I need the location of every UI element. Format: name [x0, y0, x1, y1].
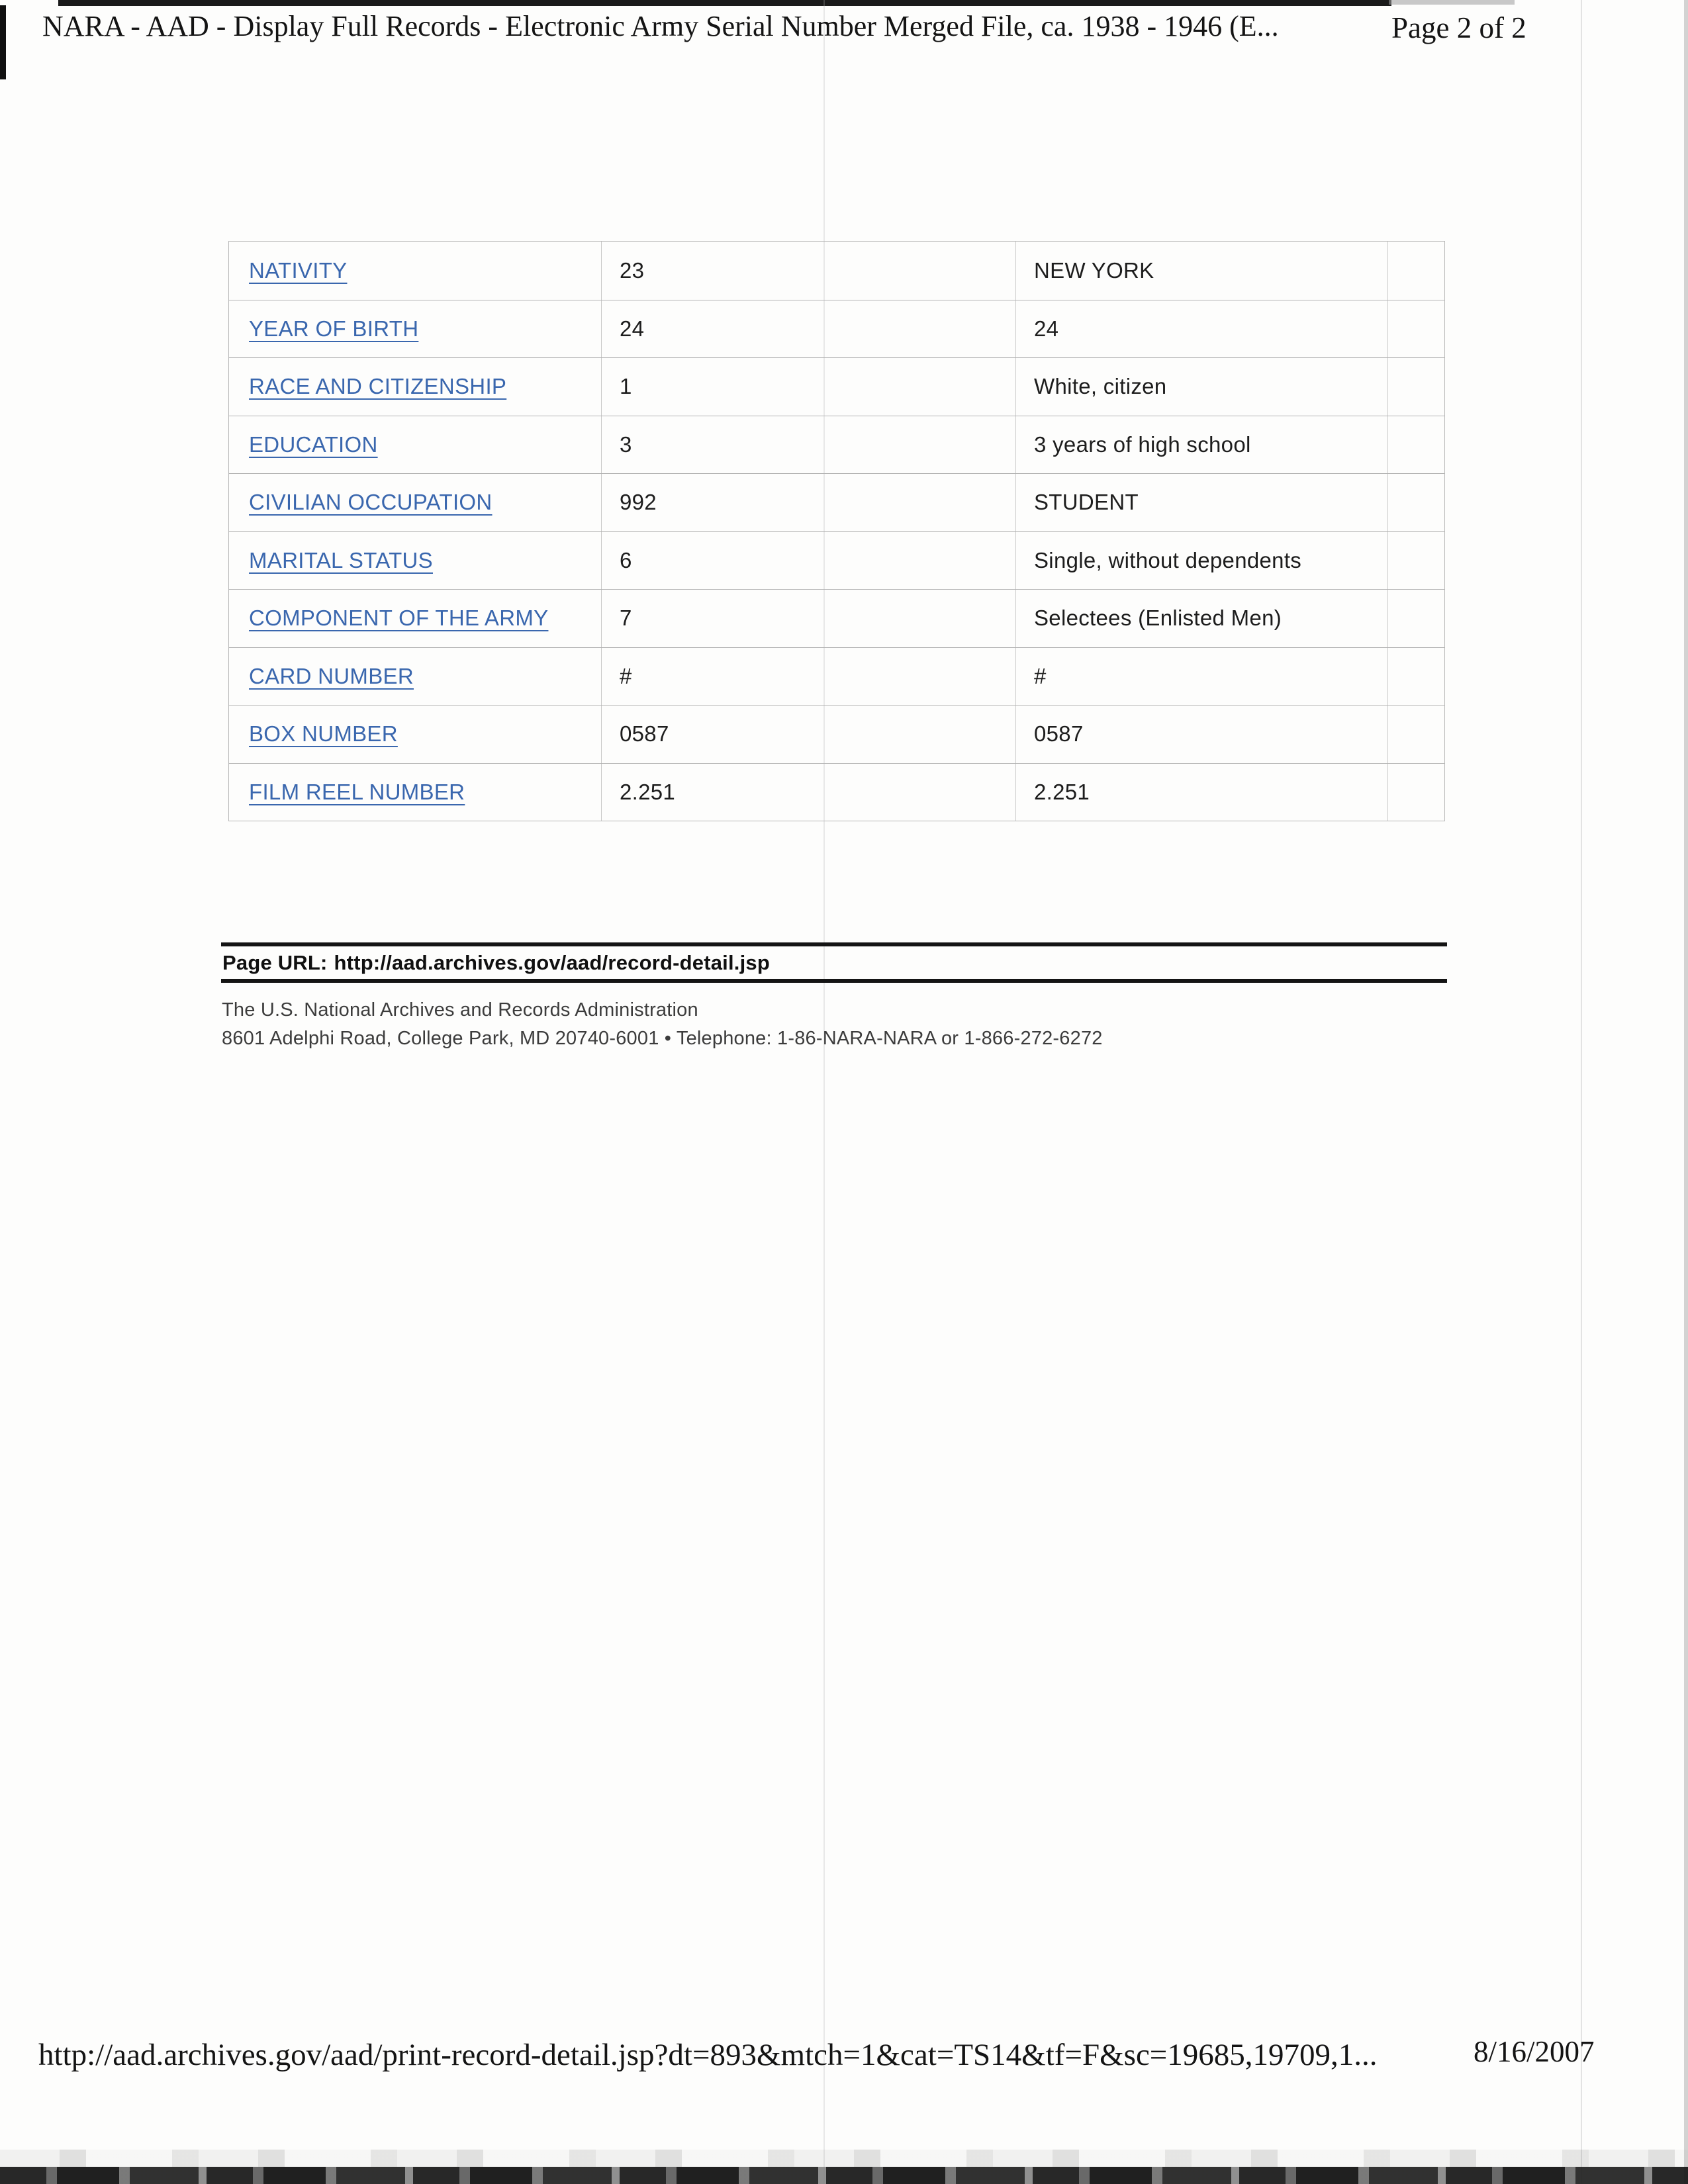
table-row — [229, 589, 1444, 647]
table-row — [229, 473, 1444, 531]
field-label-cell — [229, 705, 601, 763]
field-label-cell — [229, 532, 601, 590]
field-code-cell: 7 — [601, 590, 1015, 647]
record-detail-table — [228, 241, 1445, 821]
field-meaning-cell: # — [1015, 648, 1387, 705]
field-code-cell: 1 — [601, 358, 1015, 416]
field-code-cell: 992 — [601, 474, 1015, 531]
divider-rule-bottom — [221, 979, 1447, 983]
scan-artifact-top-strip — [58, 0, 1391, 6]
field-code-cell: 0587 — [601, 705, 1015, 763]
page-url-label: Page URL: — [222, 951, 328, 974]
page-url-value: http://aad.archives.gov/aad/record-detail.jsp — [334, 951, 771, 974]
field-code-cell: 23 — [601, 242, 1015, 300]
page-url-line — [221, 946, 1447, 979]
print-footer-url: http://aad.archives.gov/aad/print-record-detail.jsp?dt=893&mtch=1&cat=TS14&tf=F&sc=19685,19709,1... — [38, 2038, 1378, 2072]
table-spacer-cell — [1387, 532, 1444, 590]
field-meaning-cell: 3 years of high school — [1015, 416, 1387, 474]
org-address: 8601 Adelphi Road, College Park, MD 20740-6001 • Telephone: 1-86-NARA-NARA or 1-866-272-6272 — [222, 1028, 1103, 1049]
field-code-cell: 3 — [601, 416, 1015, 474]
field-meaning-cell: NEW YORK — [1015, 242, 1387, 300]
field-label-cell — [229, 648, 601, 705]
page-indicator: Page 2 of 2 — [1391, 11, 1526, 44]
field-code-cell: # — [601, 648, 1015, 705]
field-label-cell — [229, 300, 601, 358]
field-link-year-of-birth[interactable]: YEAR OF BIRTH — [249, 316, 419, 341]
table-row — [229, 647, 1444, 705]
field-meaning-cell: White, citizen — [1015, 358, 1387, 416]
scan-artifact-vertical-line-right — [1581, 0, 1582, 2184]
field-link-card-number[interactable]: CARD NUMBER — [249, 663, 414, 688]
scan-artifact-top-tail — [1389, 0, 1515, 5]
scan-artifact-bottom-band — [0, 2167, 1688, 2184]
table-spacer-cell — [1387, 416, 1444, 474]
field-link-box-number[interactable]: BOX NUMBER — [249, 721, 398, 747]
field-code-cell: 6 — [601, 532, 1015, 590]
field-label-cell — [229, 358, 601, 416]
table-spacer-cell — [1387, 590, 1444, 647]
scan-artifact-right-edge — [1684, 0, 1688, 2184]
table-row — [229, 300, 1444, 358]
print-footer-date: 8/16/2007 — [1474, 2035, 1595, 2068]
table-row — [229, 705, 1444, 763]
field-label-cell — [229, 242, 601, 300]
table-spacer-cell — [1387, 705, 1444, 763]
scan-artifact-left-wedge — [0, 5, 6, 79]
field-code-cell: 24 — [601, 300, 1015, 358]
table-row — [229, 763, 1444, 821]
field-code-cell: 2.251 — [601, 764, 1015, 821]
table-row — [229, 357, 1444, 416]
table-row — [229, 531, 1444, 590]
field-meaning-cell: STUDENT — [1015, 474, 1387, 531]
field-link-civilian-occupation[interactable]: CIVILIAN OCCUPATION — [249, 490, 492, 515]
field-label-cell — [229, 764, 601, 821]
field-link-nativity[interactable]: NATIVITY — [249, 257, 348, 283]
table-spacer-cell — [1387, 764, 1444, 821]
table-spacer-cell — [1387, 300, 1444, 358]
field-meaning-cell: Single, without dependents — [1015, 532, 1387, 590]
field-link-race-and-citizenship[interactable]: RACE AND CITIZENSHIP — [249, 374, 507, 399]
page-url-bar — [221, 942, 1447, 983]
table-row — [229, 242, 1444, 300]
table-row — [229, 416, 1444, 474]
field-link-component-of-the-army[interactable]: COMPONENT OF THE ARMY — [249, 606, 549, 631]
org-name: The U.S. National Archives and Records Administration — [222, 999, 698, 1021]
field-meaning-cell: Selectees (Enlisted Men) — [1015, 590, 1387, 647]
field-meaning-cell: 2.251 — [1015, 764, 1387, 821]
table-spacer-cell — [1387, 358, 1444, 416]
field-meaning-cell: 0587 — [1015, 705, 1387, 763]
table-spacer-cell — [1387, 242, 1444, 300]
scan-artifact-bottom-noise — [0, 2150, 1688, 2167]
field-link-film-reel-number[interactable]: FILM REEL NUMBER — [249, 779, 465, 804]
field-link-marital-status[interactable]: MARITAL STATUS — [249, 547, 433, 572]
field-label-cell — [229, 416, 601, 474]
field-label-cell — [229, 590, 601, 647]
field-meaning-cell: 24 — [1015, 300, 1387, 358]
table-spacer-cell — [1387, 474, 1444, 531]
field-link-education[interactable]: EDUCATION — [249, 432, 378, 457]
print-header-title: NARA - AAD - Display Full Records - Electronic Army Serial Number Merged File, ca. 1938 - 1946 (E... — [42, 10, 1279, 42]
table-spacer-cell — [1387, 648, 1444, 705]
org-footer — [222, 999, 1103, 1050]
field-label-cell — [229, 474, 601, 531]
